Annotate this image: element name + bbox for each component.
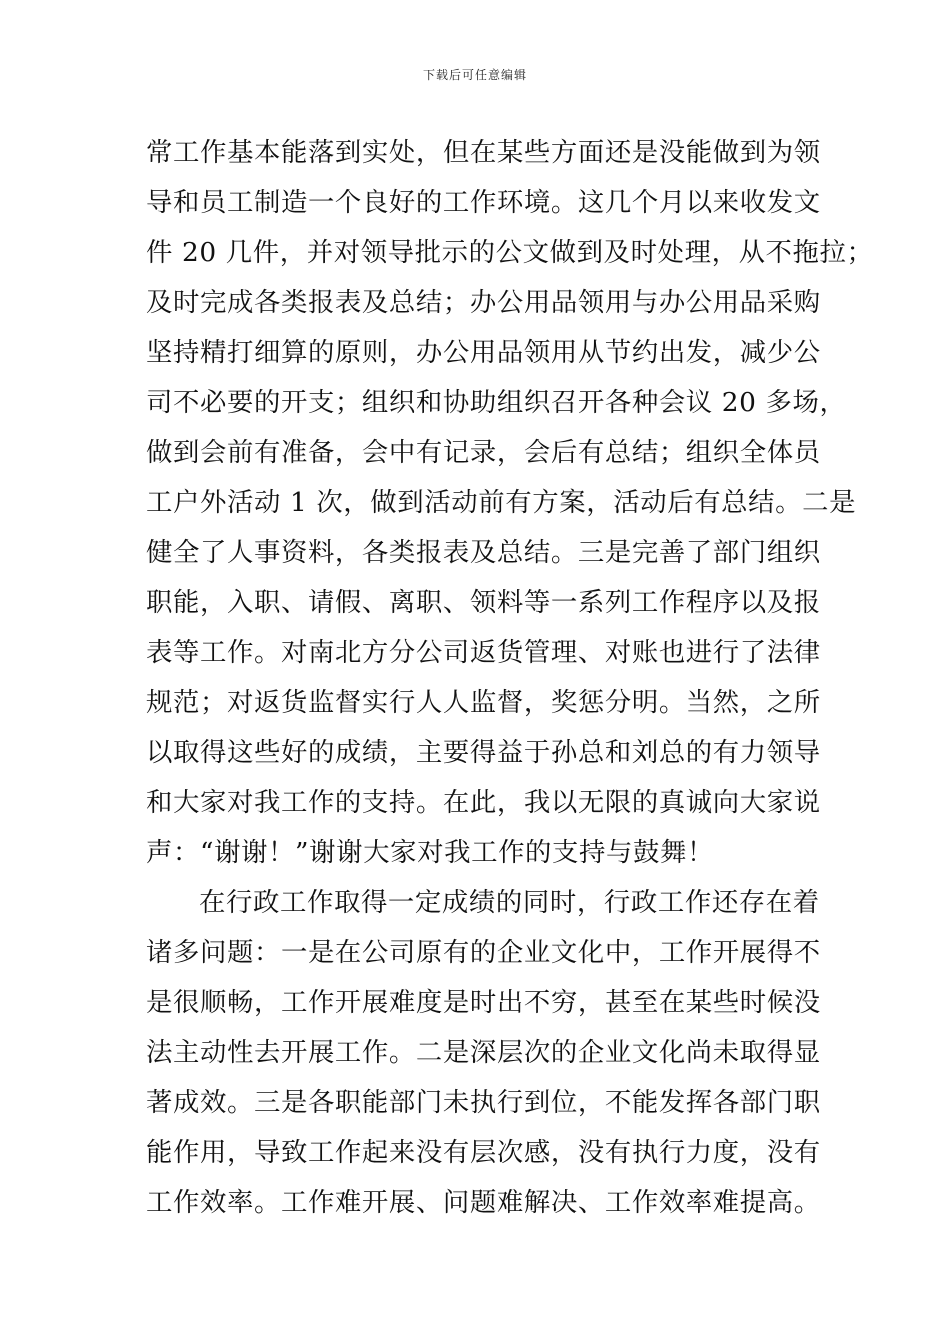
text-line: 及时完成各类报表及总结；办公用品领用与办公用品采购 [146,287,821,318]
text-line: 诸多问题：一是在公司原有的企业文化中，工作开展得不 [146,937,821,968]
text-line: 司不必要的开支；组织和协助组织召开各种会议 20 多场， [146,387,847,418]
paragraph-1 [146,128,874,878]
text-line: 坚持精打细算的原则，办公用品领用从节约出发，减少公 [146,337,821,368]
text-line: 法主动性去开展工作。二是深层次的企业文化尚未取得显 [146,1037,821,1068]
text-line: 规范；对返货监督实行人人监督，奖惩分明。当然，之所 [146,687,821,718]
text-line: 以取得这些好的成绩，主要得益于孙总和刘总的有力领导 [146,737,821,768]
text-line: 著成效。三是各职能部门未执行到位，不能发挥各部门职 [146,1087,821,1118]
text-line: 常工作基本能落到实处，但在某些方面还是没能做到为领 [146,137,821,168]
text-line: 表等工作。对南北方分公司返货管理、对账也进行了法律 [146,637,821,668]
text-line: 工户外活动 1 次，做到活动前有方案，活动后有总结。二是 [146,487,857,518]
text-line: 是很顺畅，工作开展难度是时出不穷，甚至在某些时候没 [146,987,821,1018]
text-line: 和大家对我工作的支持。在此，我以无限的真诚向大家说 [146,787,821,818]
document-body [146,128,874,1228]
text-line: 能作用，导致工作起来没有层次感，没有执行力度，没有 [146,1137,821,1168]
text-line: 健全了人事资料，各类报表及总结。三是完善了部门组织 [146,537,821,568]
paragraph-2 [146,878,826,1228]
text-line: 工作效率。工作难开展、问题难解决、工作效率难提高。 [146,1187,821,1218]
text-line: 职能，入职、请假、离职、领料等一系列工作程序以及报 [146,587,821,618]
text-line: 在行政工作取得一定成绩的同时，行政工作还存在着 [199,887,820,918]
text-line: 导和员工制造一个良好的工作环境。这几个月以来收发文 [146,187,821,218]
text-line: 做到会前有准备，会中有记录，会后有总结；组织全体员 [146,437,821,468]
text-line: 声：“谢谢！”谢谢大家对我工作的支持与鼓舞！ [146,837,714,868]
page-header: 下载后可任意编辑 [422,68,527,82]
text-line: 件 20 几件，并对领导批示的公文做到及时处理，从不拖拉； [146,237,874,268]
